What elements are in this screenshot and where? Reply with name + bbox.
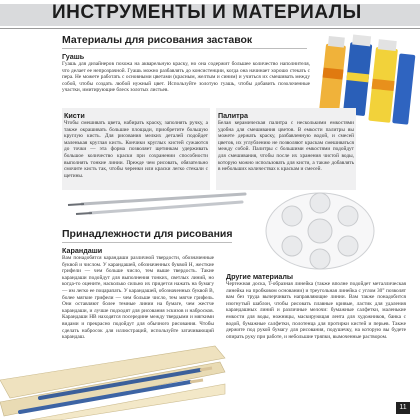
brush-tip — [68, 204, 84, 205]
subheading-palette: Палитра — [218, 111, 249, 120]
section-rule — [62, 242, 232, 243]
pencil-tip — [200, 368, 212, 370]
palette-well — [308, 219, 332, 243]
tube-cap — [378, 39, 397, 51]
section-rule — [62, 48, 307, 49]
pencil-tip — [190, 380, 203, 382]
brushes-illustration — [60, 190, 250, 220]
gouache-text: Гуашь для дизайнеров похожа на акварельную краску, но она содержит большее количество наполнителя, что делает ее непрозрачной. Гуашь можно разбавлять до консистенции, когда она начинает хорошо стекать с пера. Не можете работать с основными цветами (красным, желтым и синим) и учиться их смешивать между собой, чтобы создать любой нужный цвет. Используйте золотую гуашь, чтобы добавить позолоченные участки, имитирующие блеск золотых листьев. — [62, 61, 310, 94]
palette-well — [310, 249, 330, 269]
page-title: ИНСТРУМЕНТЫ И МАТЕРИАЛЫ — [52, 2, 362, 23]
pencils-text: Вам понадобятся карандаши различной твердости, обозначенные буквой и числом. У карандашей, обозначенных буквой H, жесткие грифели — чем больше число, тем выше твердость. Такие карандаши подойдут для выполнения тонких, светлых линий, но когда-то оцените, насколько сильно их придется нажать на бумагу — им легко ее поцарапать. У карандашей, обозначенных буквой B, более мягкие грифели — чем больше число, тем мягче грифель. Они оставляют более темные линии на бумаге, чем жестче карандаши, и лучше подходят для рисования эскизов и набросков. Карандаши HB находятся посередине между твердыми и мягкими видами и прекрасно подойдут для обычного рисования. Чтобы сделать набросок для иллюстраций, используйте затачивающий карандаш. — [62, 255, 214, 341]
palette-illustration — [262, 186, 382, 276]
rulers-pencils-illustration — [0, 340, 225, 420]
palette-well — [282, 206, 302, 226]
subheading-pencils: Карандаши — [62, 246, 103, 255]
palette-well — [282, 236, 302, 256]
page-number: 11 — [396, 402, 410, 414]
palette-text: Белая керамическая палитра с несколькими емкостями удобна для смешивания цветов. В емкости палитры вы можете держать краску, разбавленную водой, и смесей цветов, их углублению не позволяют краскам смешиваться между собой. Палитры с большими емкостями подойдут для смешивания, чтобы после их хранения чистой воды, которую можно использовать для кисти, а также добавлять в небольших количествах к краскам и смесей. — [218, 120, 354, 173]
palette-well — [338, 236, 358, 256]
tube-cap — [352, 34, 371, 46]
subheading-gouache: Гуашь — [62, 52, 85, 61]
palette-well — [310, 193, 330, 213]
tube-label — [323, 68, 344, 80]
section-heading-materials: Материалы для рисования заставок — [62, 34, 253, 46]
subheading-brushes: Кисти — [64, 111, 85, 120]
brush-handle — [90, 202, 242, 213]
tube-cap — [328, 36, 345, 48]
brush-tip — [76, 213, 92, 214]
palette-well — [338, 206, 358, 226]
header-rule — [0, 28, 420, 29]
subheading-other: Другие материалы — [226, 272, 294, 281]
brushes-text: Чтобы смешивать цвета, набирать краску, заполнять ручку, а также окрашивать большие площади, приобретите большую круглую кисть. Для рисования мелких деталей подойдет маленькая круглая кисть. Кончики круглых кистей сужаются до точки — эта форма позволяет щетинкам удерживать большое количество краски при сохранении способности выполнять тонкие линии. Прежде чем рисовать, обязательно смочите кисть так, чтобы черенки или краски легко стекали с щетины. — [64, 120, 208, 179]
other-text: Чертежная доска, T-образная линейка (также вполне подойдет металлическая линейка на пробковом основании) и треугольная линейка с углом 30° позволят вам без труда вычерчивать направляющие линии. Вам также понадобится изогнутый шаблон, чтобы рисовать плавные кривые, ластик для удаления карандашных линий и различные мелочи: бумажные салфетки, маленькие емкости для воды, ножницы, маскирующая лента для художников, банка с водой, бумажные салфетки, полотенца для протирки кистей и перьев. Также держите под рукой бумагу для рисования, подушечку, на которую вы будете опирать руку при работе, и небольшие тряпки, вымоченные раствором. — [226, 281, 406, 340]
section-heading-drawing: Принадлежности для рисования — [62, 228, 233, 240]
